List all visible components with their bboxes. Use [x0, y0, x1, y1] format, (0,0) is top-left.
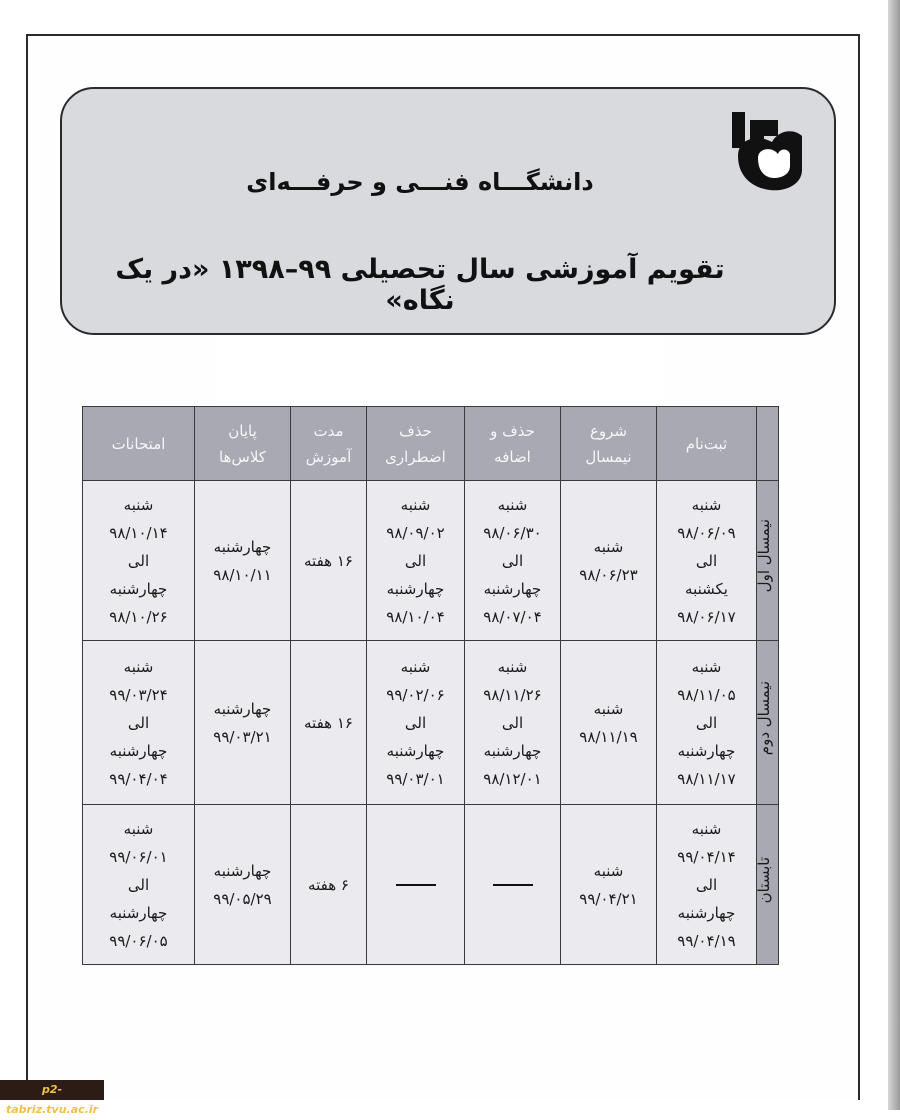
- table-cell-add-drop: [465, 805, 561, 965]
- table-cell-classes-end: چهارشنبه ۹۸/۱۰/۱۱: [195, 481, 291, 641]
- semester-label: نیمسال دوم: [757, 641, 779, 805]
- semester-label: نیمسال اول: [757, 481, 779, 641]
- table-row: [83, 805, 779, 965]
- table-cell-exams: شنبه ۹۸/۱۰/۱۴ الی چهارشنبه ۹۸/۱۰/۲۶: [83, 481, 195, 641]
- table-row: [83, 641, 779, 805]
- table-cell-registration: شنبه ۹۹/۰۴/۱۴ الی چهارشنبه ۹۹/۰۴/۱۹: [657, 805, 757, 965]
- table-cell-emergency-drop: شنبه ۹۹/۰۲/۰۶ الی چهارشنبه ۹۹/۰۳/۰۱: [367, 641, 465, 805]
- table-header-row: [83, 407, 779, 481]
- table-cell-registration: شنبه ۹۸/۱۱/۰۵ الی چهارشنبه ۹۸/۱۱/۱۷: [657, 641, 757, 805]
- column-header: مدت آموزش: [291, 407, 367, 481]
- table-cell-duration: ۱۶ هفته: [291, 641, 367, 805]
- table-cell-start: شنبه ۹۹/۰۴/۲۱: [561, 805, 657, 965]
- table-cell-exams: شنبه ۹۹/۰۳/۲۴ الی چهارشنبه ۹۹/۰۴/۰۴: [83, 641, 195, 805]
- table-cell-classes-end: چهارشنبه ۹۹/۰۳/۲۱: [195, 641, 291, 805]
- column-header: حذف اضطراری: [367, 407, 465, 481]
- table-cell-add-drop: شنبه ۹۸/۰۶/۳۰ الی چهارشنبه ۹۸/۰۷/۰۴: [465, 481, 561, 641]
- table-cell-start: شنبه ۹۸/۱۱/۱۹: [561, 641, 657, 805]
- blank-patch: [214, 338, 666, 406]
- university-title: دانشگـــاه فنـــی و حرفـــه‌ای: [246, 168, 594, 196]
- column-header: ثبت‌نام: [657, 407, 757, 481]
- column-header: حذف و اضافه: [465, 407, 561, 481]
- scan-edge: [888, 0, 900, 1110]
- header-corner: [757, 407, 779, 481]
- dash-mark: [396, 884, 436, 886]
- semester-label: تابستان: [757, 805, 779, 965]
- table-cell-duration: ۱۶ هفته: [291, 481, 367, 641]
- column-header: پایان کلاس‌ها: [195, 407, 291, 481]
- calendar-title: تقویم آموزشی سال تحصیلی ۹۹–۱۳۹۸ «در یک نگاه»: [115, 254, 725, 316]
- dash-mark: [493, 884, 533, 886]
- table-cell-emergency-drop: [367, 805, 465, 965]
- site-watermark: p2-tabriz.tvu.ac.ir: [0, 1080, 104, 1100]
- university-logo: [728, 108, 814, 194]
- table-cell-registration: شنبه ۹۸/۰۶/۰۹ الی یکشنبه ۹۸/۰۶/۱۷: [657, 481, 757, 641]
- academic-calendar-table: [82, 406, 779, 965]
- column-header: امتحانات: [83, 407, 195, 481]
- table-cell-emergency-drop: شنبه ۹۸/۰۹/۰۲ الی چهارشنبه ۹۸/۱۰/۰۴: [367, 481, 465, 641]
- table-cell-add-drop: شنبه ۹۸/۱۱/۲۶ الی چهارشنبه ۹۸/۱۲/۰۱: [465, 641, 561, 805]
- table-cell-start: شنبه ۹۸/۰۶/۲۳: [561, 481, 657, 641]
- column-header: شروع نیمسال: [561, 407, 657, 481]
- table-cell-classes-end: چهارشنبه ۹۹/۰۵/۲۹: [195, 805, 291, 965]
- table-cell-duration: ۶ هفته: [291, 805, 367, 965]
- table-cell-exams: شنبه ۹۹/۰۶/۰۱ الی چهارشنبه ۹۹/۰۶/۰۵: [83, 805, 195, 965]
- table-row: [83, 481, 779, 641]
